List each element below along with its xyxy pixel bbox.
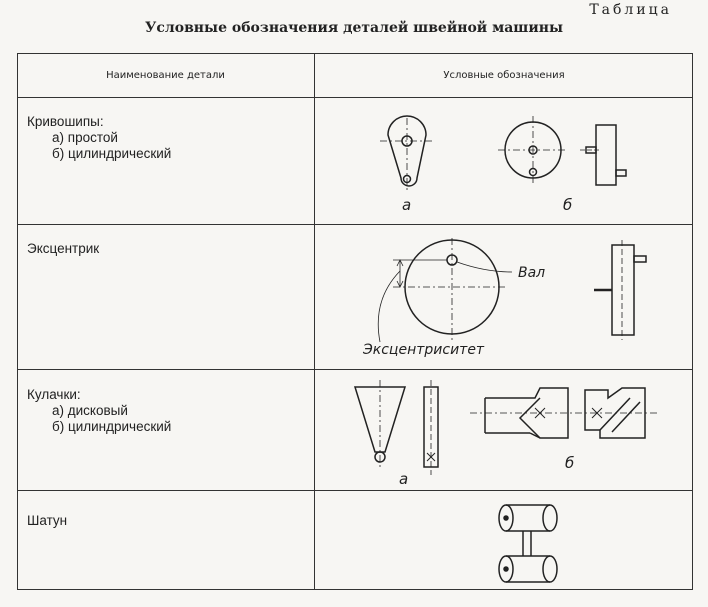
- disc-cam-symbol: [355, 380, 438, 475]
- cylindrical-crank-symbol: [498, 116, 626, 185]
- label-a: a: [402, 196, 412, 214]
- column-header-symbol: Условные обозначения: [443, 70, 565, 81]
- row-title: Кулачки:: [27, 387, 81, 402]
- row-subitem: а) простой: [52, 130, 118, 145]
- cylindrical-cam-symbol: [470, 388, 658, 438]
- simple-crank-symbol: [380, 116, 434, 192]
- row-title: Шатун: [27, 513, 68, 528]
- table-title: Условные обозначения деталей швейной машины: [144, 20, 564, 36]
- connecting-rod-symbol: [499, 505, 557, 582]
- eccentric-symbol: [378, 238, 646, 342]
- row-subitem: б) цилиндрический: [52, 146, 172, 161]
- row-title: Эксцентрик: [27, 241, 100, 256]
- label-shaft: Вал: [518, 265, 546, 281]
- table-label: Таблица: [589, 2, 672, 18]
- row-subitem: а) дисковый: [52, 403, 128, 418]
- label-eccentricity: Эксцентриситет: [363, 342, 485, 358]
- label-a: a: [399, 470, 409, 488]
- label-b: б: [563, 196, 573, 214]
- row-subitem: б) цилиндрический: [52, 419, 172, 434]
- label-b: б: [565, 454, 575, 472]
- column-header-name: Наименование детали: [106, 70, 225, 81]
- row-title: Кривошипы:: [27, 114, 104, 129]
